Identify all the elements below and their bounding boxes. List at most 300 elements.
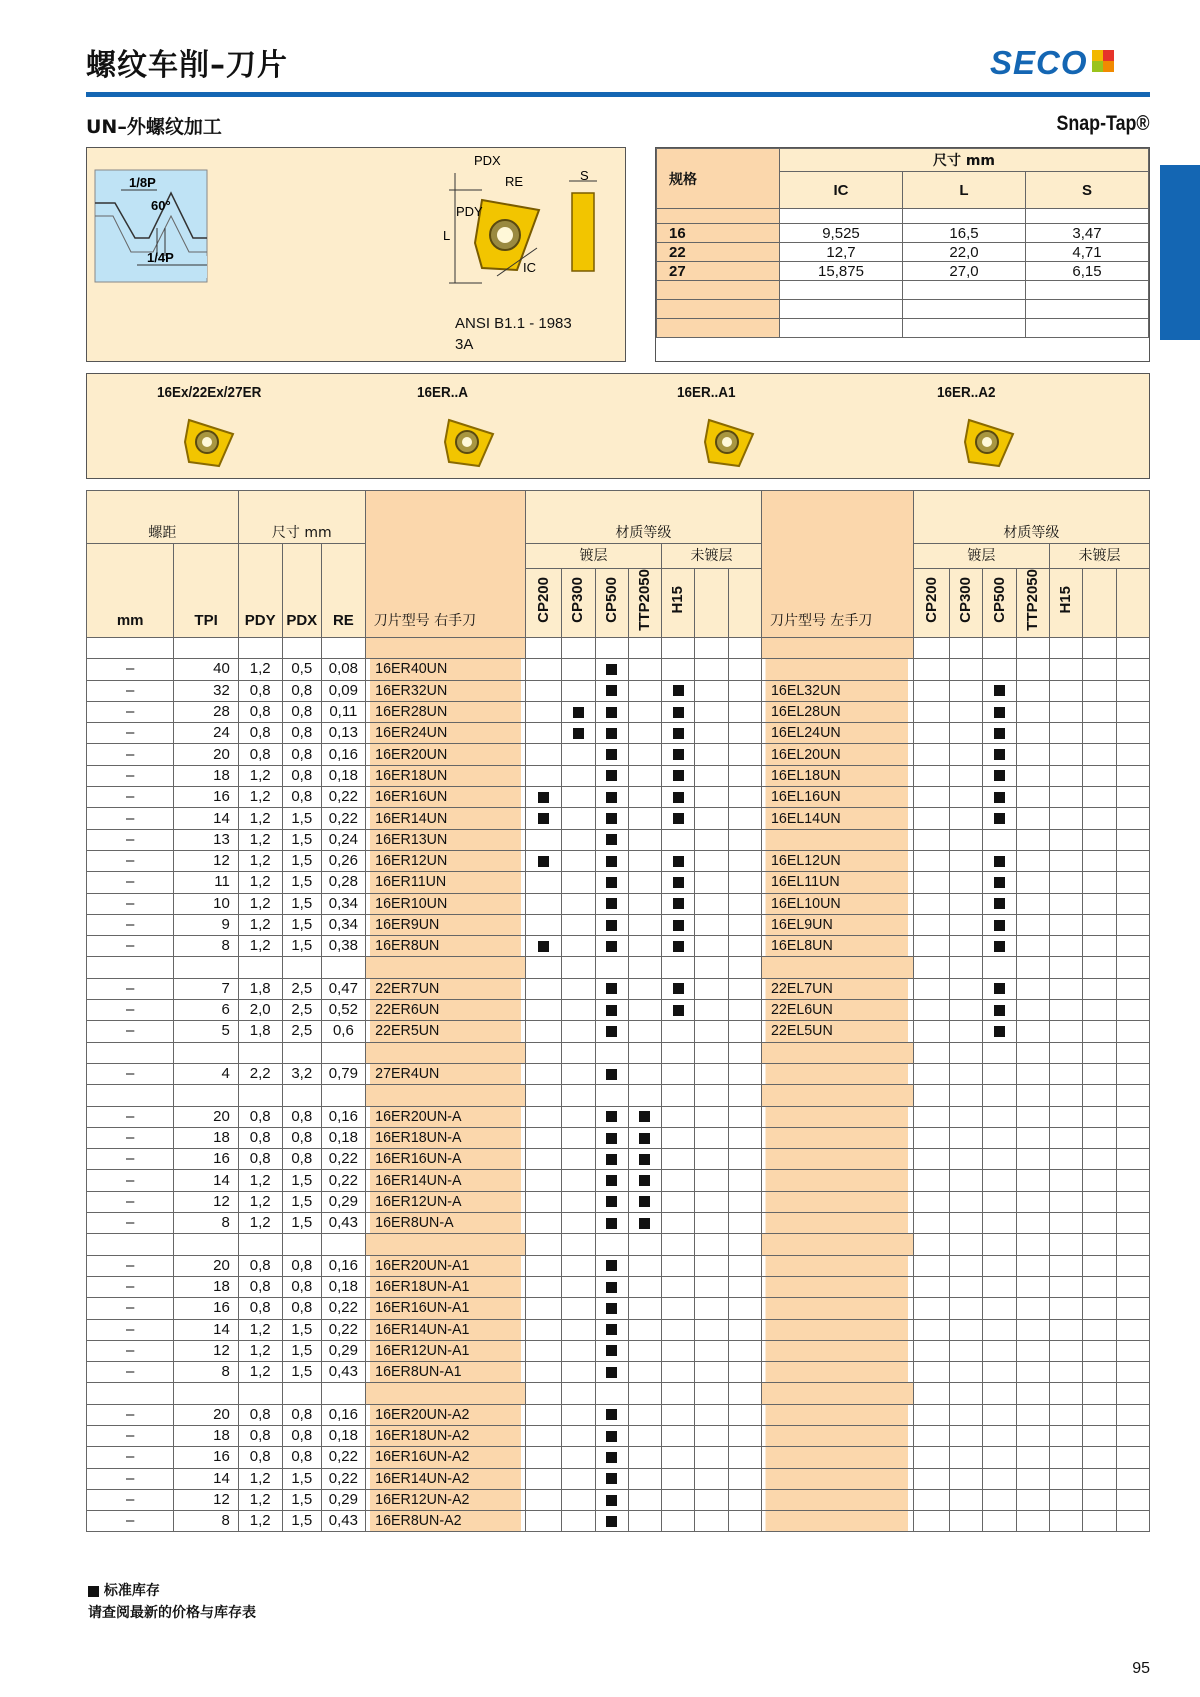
grade-cell bbox=[1050, 1063, 1083, 1084]
re-cell: 0,38 bbox=[322, 936, 366, 957]
grade-cell bbox=[1116, 701, 1149, 722]
re-cell: 0,09 bbox=[322, 680, 366, 701]
mm-cell: – bbox=[87, 872, 174, 893]
tpi-cell: 10 bbox=[174, 893, 238, 914]
stock-square-icon bbox=[673, 941, 684, 952]
left-part-number: 16EL18UN bbox=[765, 765, 909, 786]
pdx-cell: 1,5 bbox=[282, 1213, 322, 1234]
grade-cell bbox=[662, 1213, 695, 1234]
grade-cell bbox=[525, 787, 561, 808]
grade-cell bbox=[1083, 1276, 1116, 1297]
grade-cell bbox=[595, 850, 628, 871]
left-part-number: 22EL6UN bbox=[765, 1000, 909, 1021]
grade-cell bbox=[1016, 1468, 1049, 1489]
tpi-cell: 16 bbox=[174, 1149, 238, 1170]
grade-cell bbox=[728, 1149, 761, 1170]
tpi-cell: 9 bbox=[174, 914, 238, 935]
stock-square-icon bbox=[606, 1345, 617, 1356]
grade-label: CP200 bbox=[534, 577, 552, 623]
grade-cell bbox=[628, 808, 661, 829]
grade-cell bbox=[662, 893, 695, 914]
pdy-cell: 0,8 bbox=[238, 1425, 282, 1446]
grade-cell bbox=[695, 1191, 728, 1212]
stock-square-icon bbox=[673, 770, 684, 781]
stock-square-icon bbox=[606, 1005, 617, 1016]
dim-s: 3,47 bbox=[1026, 224, 1149, 243]
grade-cell bbox=[525, 936, 561, 957]
pdy-cell: 1,2 bbox=[238, 1340, 282, 1361]
grade-cell bbox=[525, 850, 561, 871]
table-row bbox=[87, 893, 1150, 914]
grade-cell bbox=[1116, 1425, 1149, 1446]
stock-square-icon bbox=[606, 1196, 617, 1207]
grade-cell bbox=[950, 1468, 983, 1489]
grade-cell bbox=[728, 680, 761, 701]
re-cell: 0,18 bbox=[322, 765, 366, 786]
product-table bbox=[86, 490, 1150, 1532]
re-cell: 0,16 bbox=[322, 1255, 366, 1276]
grade-cell bbox=[1050, 978, 1083, 999]
grade-cell bbox=[628, 1425, 661, 1446]
grade-label: CP500 bbox=[990, 577, 1008, 623]
grade-cell bbox=[695, 1489, 728, 1510]
grade-cell bbox=[950, 787, 983, 808]
grade-cell bbox=[695, 1000, 728, 1021]
grade-cell bbox=[950, 1362, 983, 1383]
table-row bbox=[87, 723, 1150, 744]
stock-square-icon bbox=[606, 728, 617, 739]
grade-cell bbox=[562, 701, 595, 722]
grade-cell bbox=[1083, 1149, 1116, 1170]
grade-cell bbox=[1050, 1106, 1083, 1127]
table-row bbox=[87, 1213, 1150, 1234]
stock-square-icon bbox=[606, 898, 617, 909]
grade-cell bbox=[950, 850, 983, 871]
stock-square-icon bbox=[606, 1218, 617, 1229]
pdx-cell: 2,5 bbox=[282, 1000, 322, 1021]
left-part-number: 16EL14UN bbox=[765, 808, 909, 829]
grade-cell bbox=[1050, 1191, 1083, 1212]
grade-cell bbox=[1016, 808, 1049, 829]
grade-cell bbox=[983, 1191, 1016, 1212]
grade-cell bbox=[562, 765, 595, 786]
grade-cell bbox=[662, 701, 695, 722]
grade-cell bbox=[913, 850, 949, 871]
stock-square-icon bbox=[606, 1367, 617, 1378]
spacer-row bbox=[87, 1234, 1150, 1255]
stock-square-icon bbox=[606, 920, 617, 931]
standard-line2: 3A bbox=[455, 336, 474, 353]
grade-cell bbox=[662, 1063, 695, 1084]
right-part-number: 16ER16UN bbox=[369, 787, 521, 808]
right-part-number: 16ER11UN bbox=[369, 872, 521, 893]
grade-cell bbox=[913, 659, 949, 680]
dim-row bbox=[657, 224, 1149, 243]
grade-cell bbox=[1016, 914, 1049, 935]
grade-cell bbox=[983, 659, 1016, 680]
mm-cell: – bbox=[87, 1447, 174, 1468]
right-part-number: 22ER5UN bbox=[369, 1021, 521, 1042]
pitch-header: 螺距 bbox=[87, 491, 239, 544]
grade-cell bbox=[562, 659, 595, 680]
insert-a1-icon bbox=[701, 412, 761, 472]
re-cell: 0,28 bbox=[322, 872, 366, 893]
stock-square-icon bbox=[639, 1154, 650, 1165]
grade-cell bbox=[562, 723, 595, 744]
grade-cell bbox=[662, 723, 695, 744]
grade-cell bbox=[983, 850, 1016, 871]
dim-col-l: L bbox=[903, 172, 1026, 209]
grade-cell bbox=[983, 1063, 1016, 1084]
grade-cell bbox=[1050, 744, 1083, 765]
dim-ic: 9,525 bbox=[780, 224, 903, 243]
pdy-cell: 0,8 bbox=[238, 1404, 282, 1425]
grade-cell bbox=[595, 1000, 628, 1021]
stock-square-icon bbox=[606, 1431, 617, 1442]
stock-square-icon bbox=[606, 1516, 617, 1527]
mm-cell: – bbox=[87, 680, 174, 701]
stock-square-icon bbox=[673, 792, 684, 803]
grade-cell bbox=[628, 1127, 661, 1148]
grade-cell bbox=[1116, 936, 1149, 957]
re-cell: 0,29 bbox=[322, 1191, 366, 1212]
grade-cell bbox=[1083, 1340, 1116, 1361]
grade-cell bbox=[662, 1106, 695, 1127]
grade-cell bbox=[950, 914, 983, 935]
grade-cell bbox=[695, 1170, 728, 1191]
grade-cell bbox=[983, 1021, 1016, 1042]
tpi-cell: 12 bbox=[174, 1191, 238, 1212]
grade-cell bbox=[983, 680, 1016, 701]
grade-cell bbox=[562, 808, 595, 829]
grade-cell bbox=[983, 1298, 1016, 1319]
stock-square-icon bbox=[538, 941, 549, 952]
grade-cell bbox=[695, 1468, 728, 1489]
grade-cell bbox=[1083, 1425, 1116, 1446]
stock-square-icon bbox=[994, 983, 1005, 994]
mm-cell: – bbox=[87, 1298, 174, 1319]
stock-square-icon bbox=[538, 813, 549, 824]
pdy-cell: 0,8 bbox=[238, 1149, 282, 1170]
grade-cell bbox=[595, 1340, 628, 1361]
mm-cell: – bbox=[87, 1213, 174, 1234]
pdx-cell: 1,5 bbox=[282, 936, 322, 957]
insert-type-label: 16ER..A2 bbox=[937, 384, 996, 401]
grade-cell bbox=[628, 1298, 661, 1319]
dim-size: 22 bbox=[657, 243, 780, 262]
table-row bbox=[87, 1149, 1150, 1170]
grade-cell bbox=[628, 936, 661, 957]
grade-cell bbox=[525, 1276, 561, 1297]
grade-cell bbox=[1083, 787, 1116, 808]
grade-cell bbox=[1083, 765, 1116, 786]
stock-square-icon bbox=[606, 1133, 617, 1144]
right-part-number: 16ER24UN bbox=[369, 723, 521, 744]
mm-cell: – bbox=[87, 765, 174, 786]
grade-cell bbox=[728, 744, 761, 765]
pdx-cell: 3,2 bbox=[282, 1063, 322, 1084]
grade-cell bbox=[1083, 1447, 1116, 1468]
pdx-cell: 0,8 bbox=[282, 1447, 322, 1468]
tpi-cell: 24 bbox=[174, 723, 238, 744]
grade-cell bbox=[662, 1000, 695, 1021]
grade-cell bbox=[695, 914, 728, 935]
grade-cell bbox=[595, 787, 628, 808]
left-part-number bbox=[765, 1298, 909, 1319]
grade-cell bbox=[662, 829, 695, 850]
grade-cell bbox=[950, 1255, 983, 1276]
mm-cell: – bbox=[87, 936, 174, 957]
left-part-number bbox=[765, 1340, 909, 1361]
grade-cell bbox=[913, 1000, 949, 1021]
grade-cell bbox=[628, 829, 661, 850]
grade-cell bbox=[1083, 1319, 1116, 1340]
grade-cell bbox=[562, 1468, 595, 1489]
grade-cell bbox=[1083, 1468, 1116, 1489]
grade-cell bbox=[662, 1447, 695, 1468]
table-row bbox=[87, 1362, 1150, 1383]
grade-cell bbox=[562, 1447, 595, 1468]
legend-stock: 标准库存 bbox=[103, 1583, 160, 1599]
grade-cell bbox=[1050, 701, 1083, 722]
table-row bbox=[87, 1489, 1150, 1510]
grade-cell bbox=[562, 744, 595, 765]
table-row bbox=[87, 1063, 1150, 1084]
grade-cell bbox=[595, 1063, 628, 1084]
grade-cell bbox=[728, 1468, 761, 1489]
grade-cell bbox=[1116, 787, 1149, 808]
grade-cell bbox=[1083, 723, 1116, 744]
grade-cell bbox=[983, 1340, 1016, 1361]
brand-line: Snap-Tap® bbox=[1056, 112, 1150, 135]
grade-cell bbox=[1050, 1425, 1083, 1446]
grade-label: CP300 bbox=[569, 577, 587, 623]
table-row bbox=[87, 1319, 1150, 1340]
grade-cell bbox=[1050, 1468, 1083, 1489]
grade-cell bbox=[595, 1404, 628, 1425]
dim-col-s: S bbox=[1026, 172, 1149, 209]
grade-cell bbox=[525, 701, 561, 722]
stock-square-icon bbox=[606, 1282, 617, 1293]
stock-square-icon bbox=[573, 707, 584, 718]
pdy-cell: 0,8 bbox=[238, 1127, 282, 1148]
re-cell: 0,29 bbox=[322, 1340, 366, 1361]
tpi-cell: 8 bbox=[174, 1511, 238, 1532]
grade-cell bbox=[595, 1298, 628, 1319]
grade-cell bbox=[1083, 1063, 1116, 1084]
dimension-table bbox=[656, 148, 1149, 338]
grade-cell bbox=[913, 1276, 949, 1297]
right-part-number: 16ER14UN-A2 bbox=[369, 1468, 521, 1489]
left-part-number: 22EL7UN bbox=[765, 978, 909, 999]
grade-cell bbox=[695, 1149, 728, 1170]
grade-cell bbox=[913, 1489, 949, 1510]
standard-line1: ANSI B1.1 - 1983 bbox=[455, 315, 572, 332]
mm-header: mm bbox=[87, 544, 174, 638]
s-label: S bbox=[580, 168, 589, 183]
table-row bbox=[87, 1340, 1150, 1361]
insert-icon bbox=[181, 412, 241, 472]
left-part-number bbox=[765, 1191, 909, 1212]
grade-cell bbox=[1116, 1276, 1149, 1297]
section-subtitle: UN–外螺纹加工 bbox=[86, 116, 222, 138]
stock-square-icon bbox=[606, 1473, 617, 1484]
grade-cell bbox=[1050, 680, 1083, 701]
grade-cell bbox=[950, 829, 983, 850]
right-part-number: 16ER18UN-A bbox=[369, 1127, 521, 1148]
grade-cell bbox=[1083, 1000, 1116, 1021]
grade-cell bbox=[1050, 1127, 1083, 1148]
pdy-cell: 1,2 bbox=[238, 808, 282, 829]
grade-cell bbox=[1116, 1191, 1149, 1212]
grade-cell bbox=[525, 808, 561, 829]
grade-cell bbox=[1016, 1000, 1049, 1021]
grade-cell bbox=[728, 893, 761, 914]
re-cell: 0,43 bbox=[322, 1362, 366, 1383]
grade-cell bbox=[728, 808, 761, 829]
grade-cell bbox=[728, 1063, 761, 1084]
stock-square-icon bbox=[994, 685, 1005, 696]
grade-cell bbox=[913, 872, 949, 893]
grade-cell bbox=[913, 1149, 949, 1170]
grade-cell bbox=[1050, 1319, 1083, 1340]
stock-square-icon bbox=[606, 856, 617, 867]
stock-square-icon bbox=[673, 749, 684, 760]
grade-cell bbox=[983, 1511, 1016, 1532]
dim-ic: 12,7 bbox=[780, 243, 903, 262]
grade-cell bbox=[913, 1362, 949, 1383]
re-cell: 0,43 bbox=[322, 1511, 366, 1532]
tpi-header: TPI bbox=[174, 544, 238, 638]
grade-cell bbox=[525, 978, 561, 999]
grade-cell bbox=[1116, 1404, 1149, 1425]
grade-cell bbox=[1116, 659, 1149, 680]
logo-mark-icon bbox=[1092, 50, 1114, 72]
grade-cell bbox=[913, 893, 949, 914]
re-cell: 0,16 bbox=[322, 1106, 366, 1127]
grade-label: CP200 bbox=[922, 577, 940, 623]
pdx-cell: 1,5 bbox=[282, 914, 322, 935]
grade-cell bbox=[950, 1000, 983, 1021]
grade-cell bbox=[728, 787, 761, 808]
grade-cell bbox=[913, 1511, 949, 1532]
grade-cell bbox=[728, 659, 761, 680]
grade-cell bbox=[1116, 1340, 1149, 1361]
grade-cell bbox=[1116, 744, 1149, 765]
product-table-wrap bbox=[86, 490, 1150, 1532]
pdx-cell: 1,5 bbox=[282, 1191, 322, 1212]
grade-cell bbox=[1083, 1298, 1116, 1319]
grade-cell bbox=[950, 1276, 983, 1297]
left-part-number: 16EL24UN bbox=[765, 723, 909, 744]
grade-cell bbox=[728, 1170, 761, 1191]
grade-cell bbox=[950, 1127, 983, 1148]
grade-cell bbox=[562, 1191, 595, 1212]
grade-cell bbox=[950, 701, 983, 722]
grade-cell bbox=[662, 1489, 695, 1510]
chapter-tab bbox=[1160, 165, 1200, 340]
grade-cell bbox=[562, 1170, 595, 1191]
mm-cell: – bbox=[87, 744, 174, 765]
re-cell: 0,79 bbox=[322, 1063, 366, 1084]
grade-cell bbox=[562, 1149, 595, 1170]
re-cell: 0,47 bbox=[322, 978, 366, 999]
grade-cell bbox=[562, 1276, 595, 1297]
grade-cell bbox=[728, 914, 761, 935]
pdy-cell: 1,2 bbox=[238, 893, 282, 914]
grade-cell bbox=[595, 872, 628, 893]
pdx-cell: 1,5 bbox=[282, 1511, 322, 1532]
right-part-number: 27ER4UN bbox=[369, 1063, 521, 1084]
tpi-cell: 6 bbox=[174, 1000, 238, 1021]
grade-col-header bbox=[1050, 569, 1083, 638]
grade-cell bbox=[662, 914, 695, 935]
pdy-cell: 1,2 bbox=[238, 872, 282, 893]
seco-logo bbox=[990, 44, 1114, 82]
grade-cell bbox=[913, 1170, 949, 1191]
tpi-cell: 5 bbox=[174, 1021, 238, 1042]
grade-cell bbox=[728, 1511, 761, 1532]
grade-cell bbox=[595, 1468, 628, 1489]
table-row bbox=[87, 744, 1150, 765]
grade-cell bbox=[695, 1340, 728, 1361]
pdx-cell: 1,5 bbox=[282, 808, 322, 829]
grade-cell bbox=[728, 1106, 761, 1127]
left-part-number bbox=[765, 1425, 909, 1446]
grade-cell bbox=[525, 1127, 561, 1148]
grade-cell bbox=[983, 1319, 1016, 1340]
grade-cell bbox=[1116, 1213, 1149, 1234]
grade-cell bbox=[595, 1362, 628, 1383]
grade-cell bbox=[1050, 1276, 1083, 1297]
grade-col-header bbox=[983, 569, 1016, 638]
mm-cell: – bbox=[87, 978, 174, 999]
pdy-cell: 0,8 bbox=[238, 723, 282, 744]
pdx-cell: 0,8 bbox=[282, 1127, 322, 1148]
pdy-label: PDY bbox=[456, 204, 483, 219]
mm-cell: – bbox=[87, 1021, 174, 1042]
dim-size: 16 bbox=[657, 224, 780, 243]
grade-cell bbox=[728, 1319, 761, 1340]
stock-square-icon bbox=[673, 856, 684, 867]
tpi-cell: 20 bbox=[174, 744, 238, 765]
stock-square-icon bbox=[606, 1452, 617, 1463]
grade-cell bbox=[1116, 1319, 1149, 1340]
mm-cell: – bbox=[87, 1425, 174, 1446]
pdx-cell: 0,8 bbox=[282, 723, 322, 744]
grade-cell bbox=[662, 680, 695, 701]
grade-cell bbox=[695, 1255, 728, 1276]
stock-square-icon bbox=[673, 728, 684, 739]
grade-col-header bbox=[950, 569, 983, 638]
re-cell: 0,22 bbox=[322, 1468, 366, 1489]
grade-cell bbox=[628, 744, 661, 765]
grade-cell bbox=[1016, 1276, 1049, 1297]
spacer-row bbox=[87, 1383, 1150, 1404]
grade-cell bbox=[595, 978, 628, 999]
grade-cell bbox=[1016, 1127, 1049, 1148]
stock-square-icon bbox=[673, 813, 684, 824]
mm-cell: – bbox=[87, 723, 174, 744]
grade-cell bbox=[1016, 1340, 1049, 1361]
grade-cell bbox=[728, 1213, 761, 1234]
grade-cell bbox=[983, 1362, 1016, 1383]
grade-col-header bbox=[525, 569, 561, 638]
right-part-number: 16ER20UN-A1 bbox=[369, 1255, 521, 1276]
grade-cell bbox=[950, 659, 983, 680]
tpi-cell: 20 bbox=[174, 1106, 238, 1127]
grade-cell bbox=[950, 723, 983, 744]
